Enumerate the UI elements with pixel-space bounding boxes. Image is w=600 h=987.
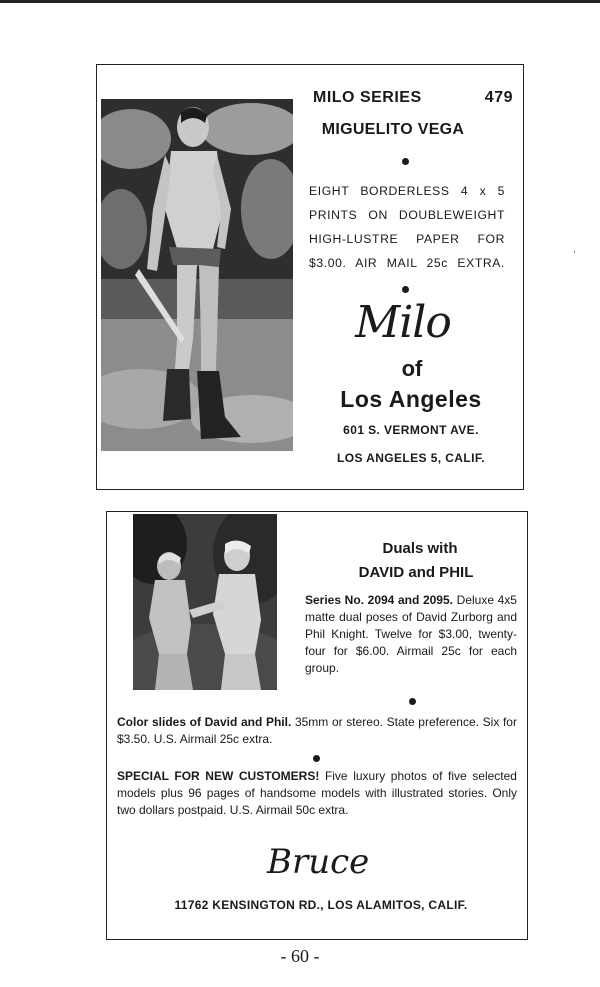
series-lead: Series No. 2094 and 2095.: [305, 593, 453, 607]
bruce-advertisement: [106, 511, 528, 940]
milo-address-street: 601 S. VERMONT AVE.: [343, 423, 479, 437]
milo-brand-city: Los Angeles: [340, 386, 482, 412]
special-paragraph: [117, 768, 517, 819]
milo-series-number: 479: [484, 89, 513, 106]
milo-script-logo: Milo: [355, 297, 451, 348]
milo-description: [309, 179, 505, 275]
top-rule: [0, 0, 600, 3]
bruce-script-logo: Bruce: [267, 842, 370, 882]
milo-description-line: EIGHT BORDERLESS 4 x 5: [309, 184, 505, 198]
special-lead: SPECIAL FOR NEW CUSTOMERS!: [117, 769, 320, 783]
slides-paragraph: [117, 714, 517, 748]
bruce-address: 11762 KENSINGTON RD., LOS ALAMITOS, CALIF.: [174, 898, 468, 912]
duals-heading-line1: Duals with: [382, 540, 458, 557]
milo-description-line: PRINTS ON DOUBLEWEIGHT: [309, 208, 505, 222]
bullet-dot: [402, 286, 409, 293]
series-body: Deluxe 4x5 matte dual poses of David Zurborg and Phil Knight. Twelve for $3.00, twenty-four for $6.00. Airmail 25c for each group.: [305, 593, 517, 675]
milo-series-title: [313, 89, 513, 107]
slides-lead: Color slides of David and Phil.: [117, 715, 292, 729]
page-number: - 60 -: [280, 946, 320, 966]
bullet-dot: [313, 755, 320, 762]
paper-speck: [574, 250, 575, 253]
milo-address-city: LOS ANGELES 5, CALIF.: [337, 451, 485, 465]
bruce-models-photo: [133, 514, 277, 690]
milo-model-photo: [101, 99, 293, 451]
duals-heading-line2: DAVID and PHIL: [358, 564, 474, 581]
milo-model-name: MIGUELITO VEGA: [321, 121, 465, 138]
bullet-dot: [409, 698, 416, 705]
series-paragraph: [305, 592, 517, 677]
special-body: Five luxury photos of five selected models plus 96 pages of handsome models with illustrated stories. Only two dollars postpaid. U.S. Airmail 50c extra.: [117, 769, 517, 817]
bullet-dot: [402, 158, 409, 165]
milo-description-line: HIGH-LUSTRE PAPER FOR: [309, 232, 505, 246]
milo-brand-of: of: [401, 356, 423, 381]
slides-body: 35mm or stereo. State preference. Six for $3.50. U.S. Airmail 25c extra.: [117, 715, 517, 746]
milo-series-label: MILO SERIES: [313, 89, 422, 106]
milo-description-line: $3.00. AIR MAIL 25c EXTRA.: [309, 256, 505, 270]
milo-advertisement: [96, 64, 524, 490]
